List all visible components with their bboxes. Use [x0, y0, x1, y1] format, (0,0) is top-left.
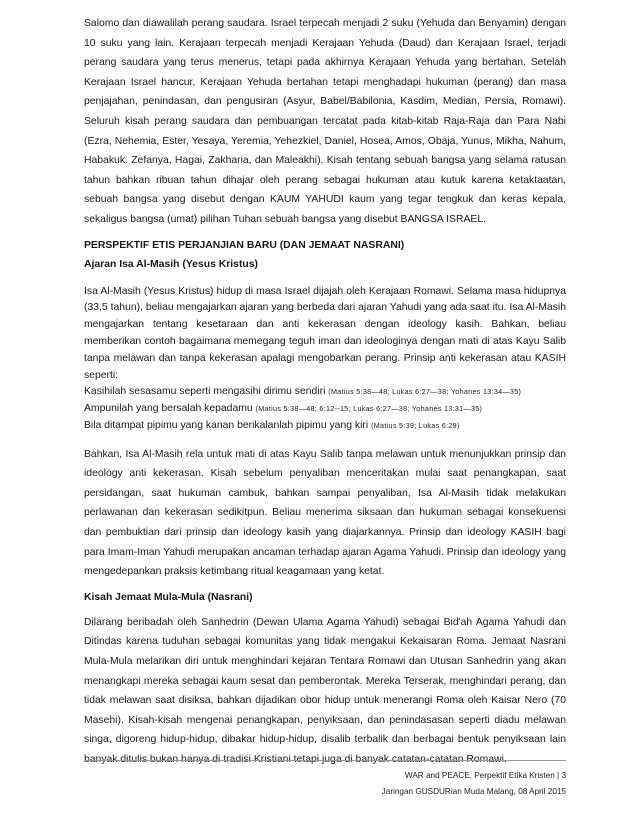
- verse-item: [84, 384, 566, 401]
- paragraph-isa-teaching: Isa Al-Masih (Yesus Kristus) hidup di masa Israel dijajah oleh Kerajaan Romawi. Selama masa hidupnya (33,5 tahun), beliau mengajarkan ajaran yang berbeda dari ajaran Yahudi yang ada saat itu. Isa Al-Masih mengajarkan tentang kesetaraan dan anti kekerasan dengan ideology kasih. Bahkan, beliau memberikan contoh bagaimana memegang teguh iman dan ideologinya dengan mati di atas Kayu Salib tanpa melawan dan tanpa kekerasan apalagi mengobarkan perang. Prinsip anti kekerasan atau KASIH seperti:: [84, 285, 566, 381]
- verse-text: Kasihilah sesasamu seperti mengasihi dirimu sendiri: [84, 386, 326, 398]
- section-heading: PERSPEKTIF ETIS PERJANJIAN BARU (DAN JEMAAT NASRANI): [84, 239, 405, 251]
- verse-list: [84, 384, 566, 434]
- verse-reference: (Matius 5:38—48; Lukas 6:27—38; Yohanes 13:34—35): [328, 387, 522, 397]
- page-footer: [382, 768, 566, 800]
- footer-title: WAR and PEACE, Perpektif Etika Kristen | 3: [404, 771, 566, 780]
- footer-divider: [84, 760, 566, 761]
- subheading-early-church: Kisah Jemaat Mula-Mula (Nasrani): [84, 591, 253, 603]
- verse-item: [84, 401, 566, 418]
- verse-reference: (Matius 5:39; Lukas 6:29): [371, 420, 460, 430]
- verse-reference: (Matius 5:38—48; 6:12--15; Lukas 6:27—38; Yohanes 13:31—35): [255, 404, 483, 414]
- verse-text: Ampunilah yang bersalah kepadamu: [84, 403, 253, 415]
- verse-item: [84, 418, 566, 435]
- paragraph-early-church: Dilarang beribadah oleh Sanhedrin (Dewan Ulama Agama Yahudi) sebagai Bid'ah Agama Yahudi dan Ditindas karena tuduhan sebagai komunitas yang tidak mengakui Kekaisaran Roma. Jemaat Nasrani Mula-Mula melarikan diri untuk menghindari kejaran Tentara Romawi dan Utusan Sanhedrin yang akan menangkapi mereka sebagai kaum sesat dan pemberontak. Mereka Terserak, menghindari perang, dan tidak melawan saat disiksa, bahkan dijadikan obor hidup untuk menerangi Roma oleh Kaisar Nero (70 Masehi). Kisah-kisah mengenai penangkapan, penyiksaan, dan penindasasan seperti diadu melawan singa, digoreng hidup-hidup, dibakar hidup-hidup, disalib terbalik dan berbagai bentuk penyiksaan lain banyak ditulis bukan hanya di tradisi Kristiani tetapi juga di banyak catatan-catatan Romawi.: [84, 616, 566, 766]
- verse-text: Bila ditampat pipimu yang kanan berikalanlah pipimu yang kiri: [84, 419, 369, 431]
- paragraph-israel-history: Salomo dan diawalilah perang saudara. Israel terpecah menjadi 2 suku (Yehuda dan Benyamin) dengan 10 suku yang lain. Kerajaan terpecah menjadi Kerajaan Yehuda (Daud) dan Kerajaan Israel, terjadi perang saudara yang terus menerus, tetapi pada akhirnya Kerajaan Yehuda yang bertahan. Setelah Kerajaan Israel hancur, Kerajaan Yehuda bertahan tetapi menghadapi hukuman (perang) dan masa penjajahan, penindasan, dan pengusiran (Asyur, Babel/Babilonia, Kasdim, Median, Persia, Romawi). Seluruh kisah perang saudara dan pembuangan tercatat pada kitab-kitab Raja-Raja dan Para Nabi (Ezra, Nehemia, Ester, Yesaya, Yeremia, Yehezkiel, Daniel, Hosea, Amos, Obaja, Yunus, Mikha, Nahum, Habakuk. Zefanya, Hagai, Zakharia, dan Maleakhi). Kisah tentang sebuah bangsa yang selama ratusan tahun bahkan ribuan tahun dihajar oleh perang sebagai hukuman atau kutuk karena ketaktaatan, sebuah bangsa yang disebut dengan KAUM YAHUDI kaum yang tegar tengkuk dan keras kepala, sekaligus bangsa (umat) pilihan Tuhan sebuah bangsa yang disebut BANGSA ISRAEL.: [84, 18, 566, 225]
- footer-organization: Jaringan GUSDURian Muda Malang, 08 April 2015: [381, 787, 566, 796]
- paragraph-crucifixion: Bahkan, Isa Al-Masih rela untuk mati di atas Kayu Salib tanpa melawan untuk menunjukkan prinsip dan ideology anti kekerasan. Kisah sebelum penyaliban menceritakan mulai saat penangkapan, saat persidangan, saat hukuman cambuk, bahkan sampai penyaliban, Isa Al-Masih tidak melakukan perlawanan dan kekerasan sedikitpun. Beliau menerima siksaan dan hukuman sebagai konsekuensi dan pembuktian dari prinsip dan ideology kasih yang diajarkannya. Prinsip dan ideology KASIH bagi para Imam-Iman Yahudi merupakan ancaman terhadap ajaran Agama Yahudi. Prinsip dan ideology yang mengedepankan praksis ketimbang ritual keagamaan yang ketat.: [84, 448, 566, 578]
- subheading-isa-al-masih: Ajaran Isa Al-Masih (Yesus Kristus): [84, 258, 259, 270]
